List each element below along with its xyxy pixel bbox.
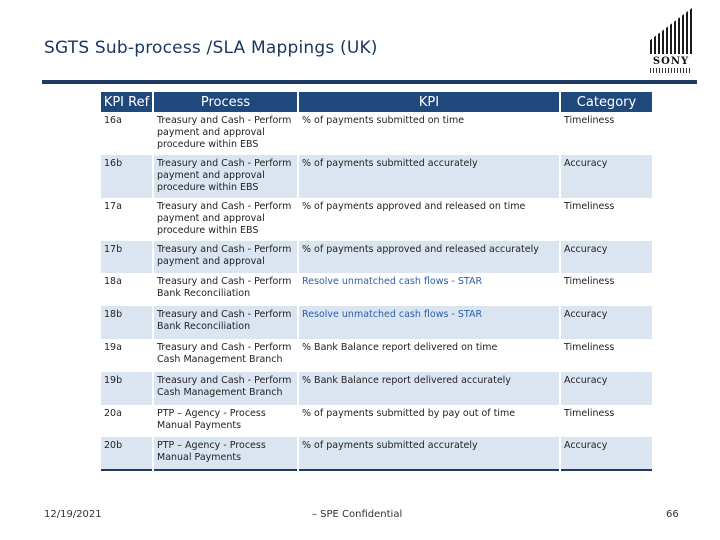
table-row <box>101 306 652 339</box>
cell-kpi-ref: 19b <box>101 372 153 405</box>
cell-kpi-ref: 16a <box>101 112 153 155</box>
cell-process: Treasury and Cash - Perform payment and approval procedure within EBS <box>153 155 298 198</box>
cell-category: Accuracy <box>560 241 652 273</box>
cell-kpi: % of payments approved and released accurately <box>298 241 560 273</box>
table-header-row <box>101 92 652 112</box>
cell-category: Timeliness <box>560 198 652 241</box>
cell-kpi: % of payments approved and released on time <box>298 198 560 241</box>
table-row <box>101 339 652 372</box>
logo-wordmark: SONY <box>652 56 690 67</box>
cell-kpi: Resolve unmatched cash flows - STAR <box>298 273 560 306</box>
cell-kpi-ref: 17b <box>101 241 153 273</box>
cell-process: Treasury and Cash - Perform Bank Reconciliation <box>153 273 298 306</box>
cell-process: Treasury and Cash - Perform payment and approval procedure within EBS <box>153 112 298 155</box>
cell-kpi: % Bank Balance report delivered accurately <box>298 372 560 405</box>
cell-process: Treasury and Cash - Perform Cash Management Branch <box>153 372 298 405</box>
cell-kpi-ref: 16b <box>101 155 153 198</box>
table-row <box>101 372 652 405</box>
cell-category: Timeliness <box>560 405 652 437</box>
logo-subtext <box>650 68 692 73</box>
table-row <box>101 273 652 306</box>
kpi-table <box>101 92 652 471</box>
cell-kpi-ref: 19a <box>101 339 153 372</box>
column-header-process: Process <box>153 92 298 112</box>
table-row <box>101 405 652 437</box>
cell-kpi-ref: 18b <box>101 306 153 339</box>
cell-category: Accuracy <box>560 437 652 470</box>
cell-process: PTP – Agency - Process Manual Payments <box>153 437 298 470</box>
cell-category: Timeliness <box>560 273 652 306</box>
cell-kpi: % of payments submitted accurately <box>298 437 560 470</box>
column-header-category: Category <box>560 92 652 112</box>
sony-pictures-bars-icon <box>650 8 692 54</box>
table-row <box>101 241 652 273</box>
cell-kpi: Resolve unmatched cash flows - STAR <box>298 306 560 339</box>
table-row <box>101 155 652 198</box>
cell-category: Timeliness <box>560 339 652 372</box>
cell-kpi: % of payments submitted on time <box>298 112 560 155</box>
cell-process: Treasury and Cash - Perform payment and approval procedure within EBS <box>153 198 298 241</box>
footer-date: 12/19/2021 <box>44 509 102 520</box>
footer-confidential: – SPE Confidential <box>312 509 403 520</box>
cell-category: Accuracy <box>560 372 652 405</box>
table-row <box>101 437 652 470</box>
cell-kpi-ref: 20a <box>101 405 153 437</box>
column-header-kpi-ref: KPI Ref <box>101 92 153 112</box>
cell-process: Treasury and Cash - Perform Cash Management Branch <box>153 339 298 372</box>
cell-kpi-ref: 18a <box>101 273 153 306</box>
table-row <box>101 198 652 241</box>
cell-kpi: % of payments submitted by pay out of time <box>298 405 560 437</box>
title-divider <box>42 80 697 84</box>
cell-category: Timeliness <box>560 112 652 155</box>
cell-process: PTP – Agency - Process Manual Payments <box>153 405 298 437</box>
cell-process: Treasury and Cash - Perform payment and approval <box>153 241 298 273</box>
cell-kpi-ref: 20b <box>101 437 153 470</box>
sony-logo <box>646 8 696 74</box>
cell-category: Accuracy <box>560 155 652 198</box>
page-number: 66 <box>666 509 679 520</box>
column-header-kpi: KPI <box>298 92 560 112</box>
cell-category: Accuracy <box>560 306 652 339</box>
cell-kpi: % of payments submitted accurately <box>298 155 560 198</box>
page-title: SGTS Sub-process /SLA Mappings (UK) <box>44 38 378 58</box>
cell-process: Treasury and Cash - Perform Bank Reconciliation <box>153 306 298 339</box>
table-row <box>101 112 652 155</box>
cell-kpi: % Bank Balance report delivered on time <box>298 339 560 372</box>
cell-kpi-ref: 17a <box>101 198 153 241</box>
